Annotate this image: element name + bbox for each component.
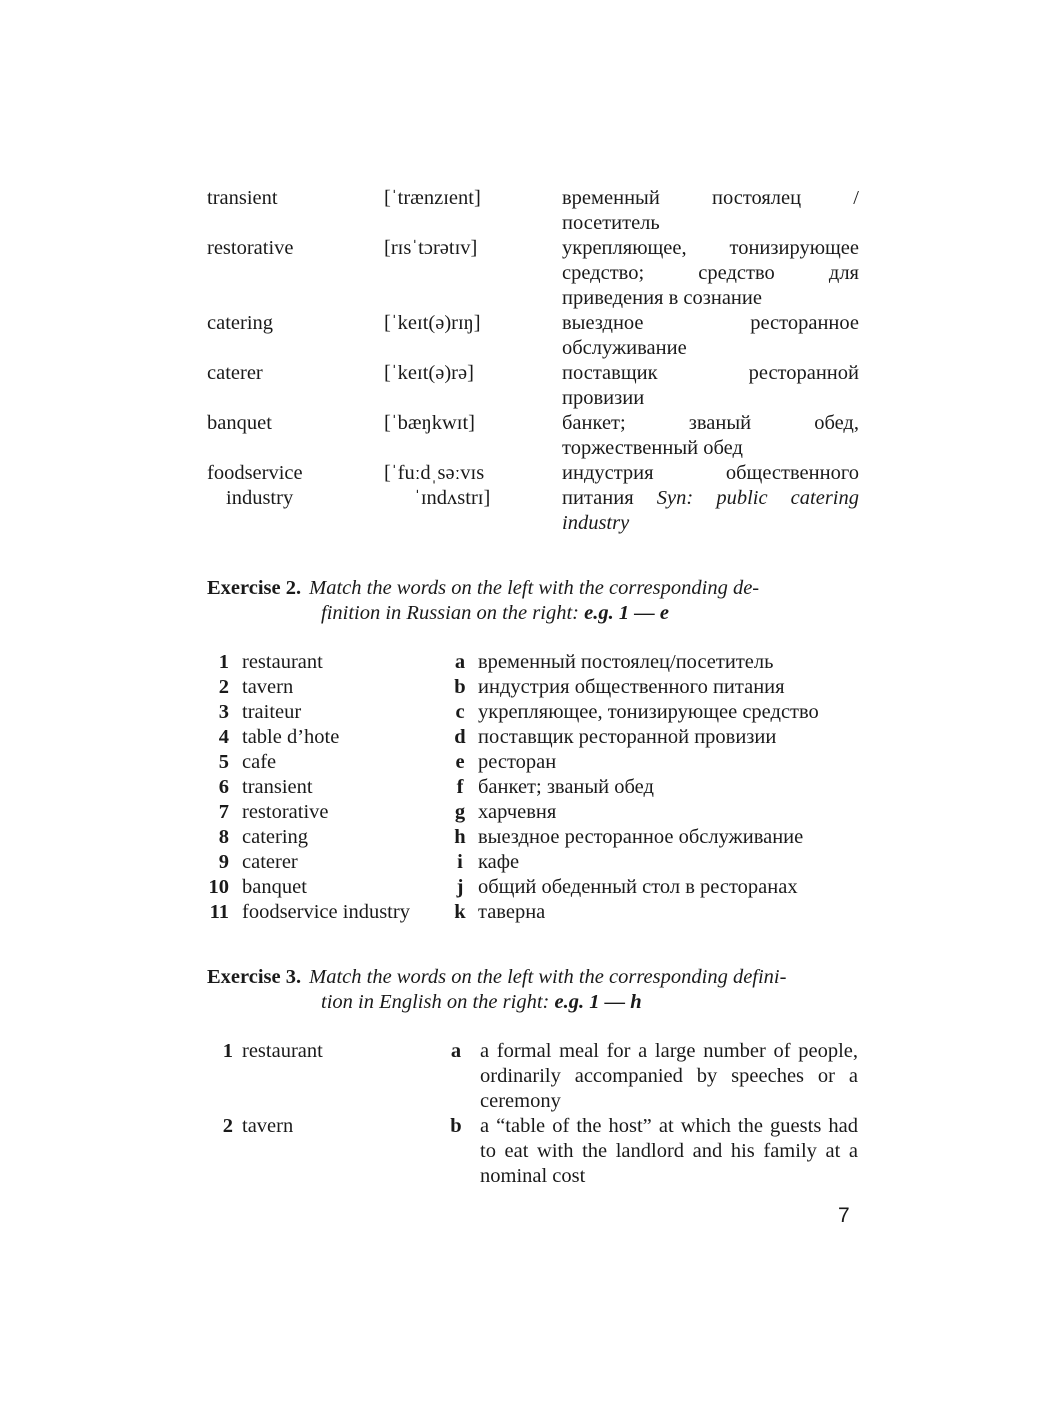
table-row: 6 transient f банкет; званый обед — [218, 776, 654, 798]
vocab-transcription: [ˈfuːdˌsəːvɪs ˈɪndʌstrɪ] — [384, 462, 491, 509]
vocab-definition: поставщик ресторанной провизии — [562, 362, 859, 409]
synonym-label: Syn: — [656, 487, 694, 509]
vocabulary-list — [207, 186, 859, 536]
table-row: 3 traiteur c укрепляющее, тонизирующее средство — [218, 701, 819, 723]
table-row: 2 tavern b индустрия общественного питания — [218, 676, 785, 698]
vocab-transcription: [ˈbæŋkwɪt] — [384, 412, 475, 434]
table-row: 9 caterer i кафе — [218, 851, 520, 873]
vocab-row — [207, 461, 859, 536]
vocab-definition: банкет; званый обед, торжественный обед — [562, 412, 859, 459]
page-number: 7 — [838, 1204, 850, 1227]
exercise-instruction-cont: finition in Russian on the right: e.g. 1 — e — [321, 602, 669, 624]
exercise-heading — [207, 576, 859, 601]
vocab-word: transient — [207, 187, 278, 209]
table-row: 1 restaurant a временный постоялец/посетитель — [218, 651, 774, 673]
matching-table — [207, 650, 859, 925]
exercise-instruction-cont: tion in English on the right: e.g. 1 — h — [321, 991, 642, 1013]
vocab-definition: временный постоялец / посетитель — [562, 187, 859, 234]
exercise-instruction: Match the words on the left with the corresponding de- — [309, 577, 760, 599]
table-row: 8 catering h выездное ресторанное обслуживание — [218, 826, 804, 848]
vocab-row — [207, 311, 859, 361]
exercise-label: Exercise 3. — [207, 966, 302, 988]
exercise-2 — [207, 576, 859, 925]
vocab-row — [207, 361, 859, 411]
vocab-word: foodservice industry — [207, 462, 303, 509]
table-row: 4 table d’hote d поставщик ресторанной провизии — [218, 726, 777, 748]
vocab-row — [207, 411, 859, 461]
vocab-transcription: [ˈkeɪt(ə)rɪŋ] — [384, 312, 481, 334]
exercise-heading — [207, 965, 859, 990]
vocab-transcription: [ˈtrænzɪent] — [384, 187, 481, 209]
page-content — [207, 186, 859, 1189]
exercise-label: Exercise 2. — [207, 577, 302, 599]
table-row: 2 tavern b a “table of the host” at which the guests had to eat with the landlord and his family at a nominal cost — [222, 1115, 858, 1187]
vocab-word: banquet — [207, 412, 272, 434]
vocab-transcription: [ˈkeɪt(ə)rə] — [384, 362, 474, 384]
table-row: 1 restaurant a a formal meal for a large number of people, ordinarily accompanied by speeches or a ceremony — [222, 1040, 858, 1112]
vocab-definition: укрепляющее, тонизирующее средство; средство для приведения в сознание — [562, 237, 859, 309]
vocab-row — [207, 236, 859, 311]
vocab-row — [207, 186, 859, 236]
matching-table — [207, 1039, 859, 1189]
synonym-text: public catering industry — [562, 487, 859, 534]
exercise-example: e.g. 1 — e — [584, 602, 669, 624]
vocab-word: catering — [207, 312, 274, 334]
table-row: 11 foodservice industry k таверна — [209, 901, 546, 923]
exercise-3 — [207, 965, 859, 1189]
vocab-word: caterer — [207, 362, 263, 384]
vocab-word: restorative — [207, 237, 294, 259]
exercise-example: e.g. 1 — h — [554, 991, 642, 1013]
table-row: 5 cafe e ресторан — [218, 751, 557, 773]
table-row: 7 restorative g харчевня — [218, 801, 557, 823]
table-row: 10 banquet j общий обеденный стол в ресторанах — [208, 876, 798, 898]
vocab-definition: выездное ресторанное обслуживание — [562, 312, 859, 359]
vocab-transcription: [rɪsˈtɔrətɪv] — [384, 237, 478, 259]
exercise-instruction: Match the words on the left with the corresponding defini- — [309, 966, 787, 988]
vocab-definition: индустрия общественного питания Syn: public catering industry — [562, 462, 859, 534]
